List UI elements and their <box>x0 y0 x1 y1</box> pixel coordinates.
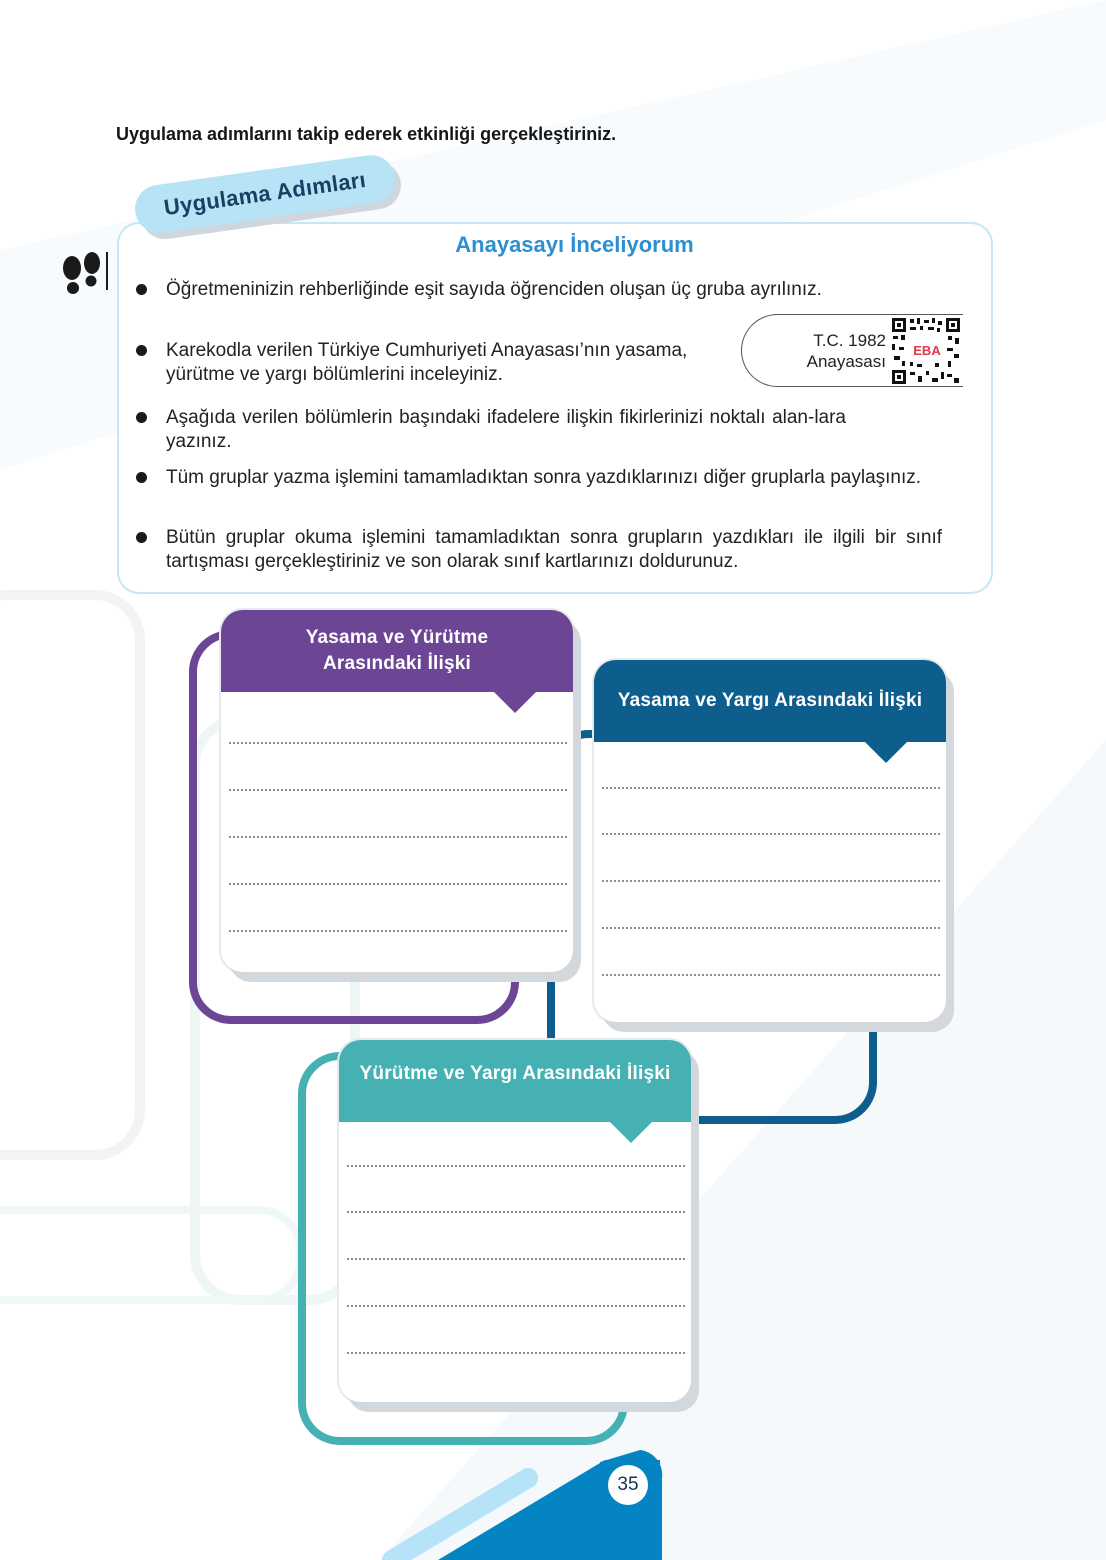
bullet-dot <box>136 284 147 295</box>
bullet-dot <box>136 532 147 543</box>
relation-card-legislative-judicial <box>594 660 946 1022</box>
writing-line[interactable] <box>602 787 940 789</box>
card-header <box>339 1040 691 1122</box>
writing-line[interactable] <box>602 974 940 976</box>
writing-line[interactable] <box>347 1352 685 1354</box>
relation-card-executive-judicial <box>339 1040 691 1402</box>
step-2: Karekodla verilen Türkiye Cumhuriyeti Anayasası’nın yasama, yürütme ve yargı bölümlerini inceleyiniz. <box>166 340 688 385</box>
bullet-dot <box>136 345 147 356</box>
activity-title: Anayasayı İnceliyorum <box>455 232 694 257</box>
instruction-text: Uygulama adımlarını takip ederek etkinliği gerçekleştiriniz. <box>116 124 617 144</box>
footsteps-icon <box>60 250 110 300</box>
writing-line[interactable] <box>347 1258 685 1260</box>
step-5: Bütün gruplar okuma işlemini tamamladıktan sonra grupların yazdıkları ile ilgili bir sınıf tartışması gerçekleştiriniz ve son olarak sınıf kartlarınızı doldurunuz. <box>166 527 942 572</box>
writing-line[interactable] <box>602 927 940 929</box>
card-header <box>594 660 946 742</box>
writing-line[interactable] <box>602 833 940 835</box>
bullet-dot <box>136 412 147 423</box>
step-4: Tüm gruplar yazma işlemini tamamladıktan sonra yazdıklarınızı diğer gruplarla paylaşınız. <box>166 467 922 488</box>
qr-label <box>790 330 886 372</box>
card-title: Yürütme ve Yargı Arasındaki İlişki <box>359 1063 671 1084</box>
card-notch <box>864 741 908 763</box>
card-notch <box>609 1121 653 1143</box>
writing-line[interactable] <box>229 836 567 838</box>
relation-card-legislative-executive <box>221 610 573 972</box>
qr-code-icon[interactable] <box>890 316 962 386</box>
card-title-line2: Arasındaki İlişki <box>322 653 472 674</box>
writing-line[interactable] <box>229 883 567 885</box>
eba-badge: EBA <box>913 343 941 358</box>
qr-label-line1: T.C. 1982 <box>813 331 886 350</box>
card-title: Yasama ve Yargı Arasındaki İlişki <box>617 690 923 711</box>
writing-line[interactable] <box>347 1211 685 1213</box>
steps-tab-label: Uygulama Adımları <box>162 166 368 221</box>
writing-line[interactable] <box>602 880 940 882</box>
page-number: 35 <box>608 1465 648 1505</box>
bullet-dot <box>136 472 147 483</box>
qr-label-line2: Anayasası <box>806 352 886 371</box>
writing-line[interactable] <box>347 1165 685 1167</box>
writing-line[interactable] <box>229 789 567 791</box>
writing-line[interactable] <box>347 1305 685 1307</box>
card-title-line1: Yasama ve Yürütme <box>305 627 489 648</box>
step-3: Aşağıda verilen bölümlerin başındaki ifadelere ilişkin fikirlerinizi noktalı alan-lara yazınız. <box>166 407 846 452</box>
step-1: Öğretmeninizin rehberliğinde eşit sayıda öğrenciden oluşan üç gruba ayrılınız. <box>166 279 822 300</box>
card-notch <box>493 691 537 713</box>
writing-line[interactable] <box>229 742 567 744</box>
card-header <box>221 610 573 692</box>
writing-line[interactable] <box>229 930 567 932</box>
